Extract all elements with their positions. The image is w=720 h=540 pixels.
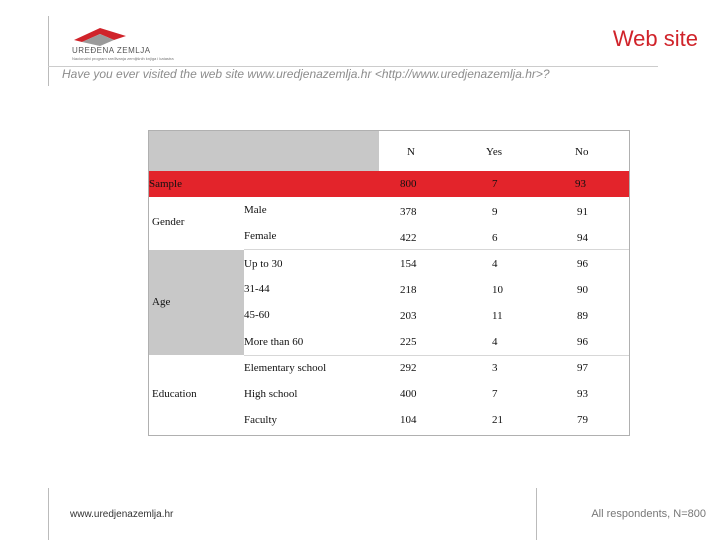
row-no: 94 [577,232,588,244]
footer-website: www.uredjenazemlja.hr [70,509,174,520]
row-no: 96 [577,258,588,270]
row-n: 422 [400,232,417,244]
results-table [148,130,630,436]
row-n: 378 [400,206,417,218]
row-yes: 7 [492,388,498,400]
row-n: 218 [400,284,417,296]
logo-tagline: Nacionalni program sređivanja zemljišnih knjiga i katastra [72,56,174,61]
sample-no: 93 [575,178,586,190]
row-n: 203 [400,310,417,322]
row-label: Elementary school [244,362,327,374]
row-n: 225 [400,336,417,348]
row-n: 104 [400,414,417,426]
row-yes: 4 [492,258,498,270]
footer-divider-right [536,488,537,540]
sample-yes: 7 [492,178,498,190]
footer-divider-left [48,488,49,540]
row-yes: 10 [492,284,503,296]
row-label: Up to 30 [244,258,283,270]
row-label: 31-44 [244,283,270,295]
row-label: High school [244,388,298,400]
column-header-no: No [575,146,589,158]
row-yes: 6 [492,232,498,244]
row-yes: 9 [492,206,498,218]
row-n: 400 [400,388,417,400]
row-yes: 11 [492,310,503,322]
group-label-gender: Gender [152,216,185,228]
group-label-education: Education [152,388,197,400]
row-no: 79 [577,414,588,426]
row-yes: 4 [492,336,498,348]
row-label: Female [244,230,277,242]
row-yes: 21 [492,414,503,426]
survey-question: Have you ever visited the web site www.uredjenazemlja.hr <http://www.uredjenazemlja.hr>? [62,67,550,81]
header-divider-vertical [48,16,49,86]
group-divider [244,355,629,356]
row-label: More than 60 [244,336,304,348]
column-header-yes: Yes [486,146,503,158]
row-no: 89 [577,310,588,322]
row-n: 292 [400,362,417,374]
row-n: 154 [400,258,417,270]
row-label: Male [244,204,267,216]
footer-base-note: All respondents, N=800 [591,508,706,520]
group-label-age: Age [152,296,171,308]
slide-title: Web site [612,26,698,51]
row-label: Faculty [244,414,277,426]
row-label: 45-60 [244,309,270,321]
row-no: 93 [577,388,588,400]
sample-n: 800 [400,178,417,190]
row-yes: 3 [492,362,498,374]
sample-row [149,171,629,197]
row-no: 90 [577,284,588,296]
group-divider [244,249,629,250]
row-no: 97 [577,362,588,374]
row-no: 91 [577,206,588,218]
column-header-n: N [407,146,415,158]
logo-wordmark: UREĐENA ZEMLJA [72,46,151,55]
sample-label: Sample [149,178,182,190]
table-header-shading [149,131,379,171]
row-no: 96 [577,336,588,348]
